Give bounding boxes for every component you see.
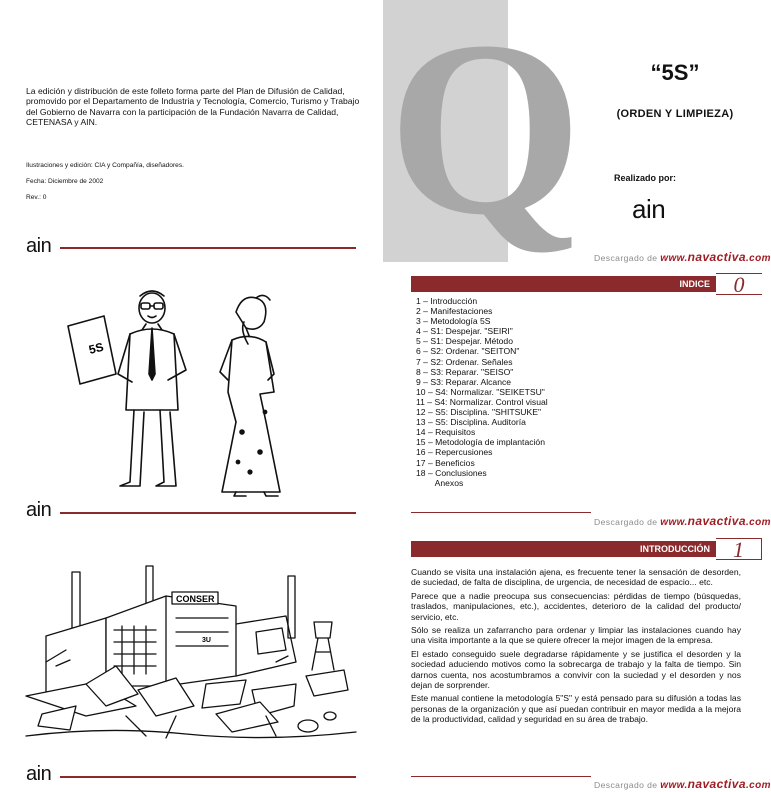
divider: [411, 512, 591, 513]
intro-paragraph: Este manual contiene la metodología 5"S" y está pensado para su difusión a todas las personas de la organización y que así puedan contribuir en mayor medida a la mejora de la productividad, calidad y seguridad en su área de trabajo.: [411, 693, 741, 725]
toc-item[interactable]: 12 – S5: Disciplina. "SHITSUKE": [416, 407, 542, 418]
navactiva-link[interactable]: navactiva: [687, 250, 746, 264]
made-by-label: Realizado por:: [614, 173, 677, 183]
divider: [60, 776, 356, 778]
toc-item[interactable]: 9 – S3: Reparar. Alcance: [416, 376, 512, 387]
intro-paragraph: Parece que a nadie preocupa sus consecuencias: pérdidas de tiempo (búsquedas, traslados, manipulaciones, etc.), accidentes, deterioro de la calidad del producto/ servicio, etc.: [411, 590, 741, 622]
credits-block: [26, 86, 361, 128]
cover-subtitle: (ORDEN Y LIMPIEZA): [616, 108, 734, 120]
intro-header-bar: INTRODUCCIÓN: [411, 541, 716, 557]
toc-item[interactable]: 13 – S5: Disciplina. Auditoría: [416, 417, 526, 428]
ain-logo: ain: [26, 499, 52, 521]
toc-item[interactable]: 18 – Conclusiones: [416, 467, 487, 478]
intro-paragraph: El estado conseguido suele degradarse rápidamente y se justifica el desorden y la sociedad aduciendo motivos como la sobrecarga de trabajo y la falta de tiempo. Sin darnos cuenta, nos acostumbramos a convivir con la suciedad y el desorden y nos dejan de sorprender.: [411, 648, 741, 691]
toc-item[interactable]: 7 – S2: Ordenar. Señales: [416, 356, 513, 367]
date-text: Fecha: Diciembre de 2002: [26, 178, 104, 185]
building-sign-text: CONSER: [176, 594, 215, 604]
table-of-contents: [416, 296, 548, 488]
toc-item[interactable]: Anexos: [416, 477, 464, 488]
downloaded-footer: Descargado de www.navactiva.com: [594, 777, 771, 791]
illustrations-credit: Ilustraciones y edición: CIA y Compañía, diseñadores.: [26, 162, 184, 169]
intro-paragraph: Cuando se visita una instalación ajena, es frecuente tener la sensación de desorden, de suciedad, de falta de disciplina, de urgencia, de necesidad de espacio... etc.: [411, 567, 741, 588]
intro-paragraph: Sólo se realiza un zafarrancho para ordenar y limpiar las instalaciones cuando hay una visita importante a la que se quiere ofrecer la mejor imagen de la empresa.: [411, 625, 741, 646]
toc-item[interactable]: 2 – Manifestaciones: [416, 306, 493, 317]
ain-logo: ain: [26, 235, 52, 257]
ain-logo: ain: [26, 763, 52, 785]
toc-item[interactable]: 1 – Introducción: [416, 296, 478, 306]
cover-title: “5S”: [650, 60, 700, 85]
man-head: [139, 293, 165, 323]
toc-item[interactable]: 14 – Requisitos: [416, 427, 476, 438]
index-number: 0: [716, 273, 762, 295]
toc-item[interactable]: 16 – Repercusiones: [416, 447, 493, 458]
credits-paragraph: La edición y distribución de este folleto forma parte del Plan de Difusión de Calidad, promovido por el Departamento de Industria y Tecnología, Comercio, Turismo y Trabajo del Gobierno de Navarra con la participación de la Fundación Navarra de Calidad, CETENASA y AIN.: [26, 86, 360, 128]
toc-item[interactable]: 3 – Metodología 5S: [416, 316, 491, 327]
navactiva-link[interactable]: navactiva: [687, 777, 746, 791]
toc-item[interactable]: 8 – S3: Reparar. "SEISO": [416, 366, 514, 377]
toc-item[interactable]: 11 – S4: Normalizar. Control visual: [416, 396, 548, 407]
toc-item[interactable]: 4 – S1: Despejar. "SEIRI": [416, 326, 513, 337]
downloaded-footer: Descargado de www.navactiva.com: [594, 514, 771, 528]
intro-number: 1: [716, 538, 762, 560]
toc-item[interactable]: 10 – S4: Normalizar. "SEIKETSU": [416, 386, 545, 397]
revision-text: Rev.: 0: [26, 194, 47, 201]
intro-text: [411, 567, 741, 728]
divider: [60, 512, 356, 514]
cover-big-letter: Q: [388, 0, 583, 267]
sign-text: 5S: [87, 339, 105, 357]
divider: [60, 247, 356, 249]
downloaded-footer: Descargado de www.navactiva.com: [594, 250, 771, 264]
cover-ain-logo: ain: [632, 194, 666, 224]
index-header-bar: INDICE: [411, 276, 716, 292]
divider: [411, 776, 591, 777]
navactiva-link[interactable]: navactiva: [687, 514, 746, 528]
illustration-people: [60, 282, 310, 498]
building-number: 3U: [202, 637, 211, 644]
toc-item[interactable]: 5 – S1: Despejar. Método: [416, 336, 513, 347]
illustration-factory: [26, 566, 356, 746]
toc-item[interactable]: 17 – Beneficios: [416, 457, 475, 468]
toc-item[interactable]: 6 – S2: Ordenar. "SEITON": [416, 346, 520, 357]
toc-item[interactable]: 15 – Metodología de implantación: [416, 437, 545, 448]
